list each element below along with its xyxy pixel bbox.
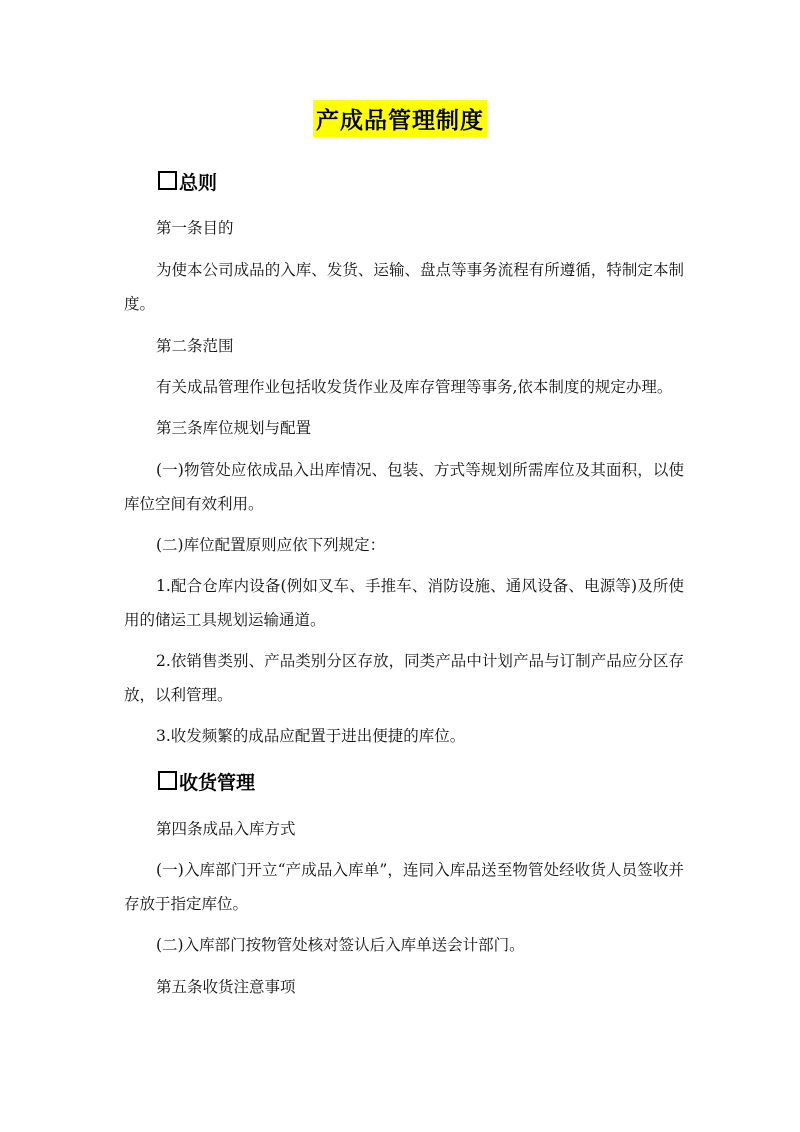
paragraph: (二)库位配置原则应依下列规定：: [156, 536, 386, 554]
paragraph: 第二条范围: [156, 337, 234, 355]
paragraph: 第四条成品入库方式: [156, 820, 296, 838]
checkbox-icon: [158, 771, 177, 790]
paragraph: 1.配合仓库内设备(例如叉车、手推车、消防设施、通风设备、电源等)及所使用的储运工具规划运输通道。: [124, 577, 684, 629]
paragraph: (一)物管处应依成品入出库情况、包装、方式等规划所需库位及其面积，以使库位空间有效利用。: [124, 461, 684, 513]
paragraph: 为使本公司成品的入库、发货、运输、盘点等事务流程有所遵循，特制定本制度。: [124, 261, 684, 313]
document-title: [0, 100, 800, 137]
paragraph: 第五条收货注意事项: [156, 978, 296, 996]
paragraph: 有关成品管理作业包括收发货作业及库存管理等事务,依本制度的规定办理。: [156, 378, 673, 396]
paragraph: 第一条目的: [156, 219, 234, 237]
paragraph: (二)入库部门按物管处核对签认后入库单送会计部门。: [156, 936, 525, 954]
paragraph: 2.依销售类别、产品类别分区存放，同类产品中计划产品与订制产品应分区存放，以利管理。: [124, 652, 684, 704]
section-heading-general: 总则: [158, 168, 217, 195]
checkbox-icon: [158, 171, 177, 190]
section-heading-receiving: 收货管理: [158, 768, 255, 795]
paragraph: (一)入库部门开立“产成品入库单”，连同入库品送至物管处经收货人员签收并存放于指定库位。: [124, 861, 684, 913]
paragraph: 第三条库位规划与配置: [156, 419, 312, 437]
title-text: 产成品管理制度: [313, 100, 487, 137]
paragraph: 3.收发频繁的成品应配置于进出便捷的库位。: [156, 727, 466, 745]
